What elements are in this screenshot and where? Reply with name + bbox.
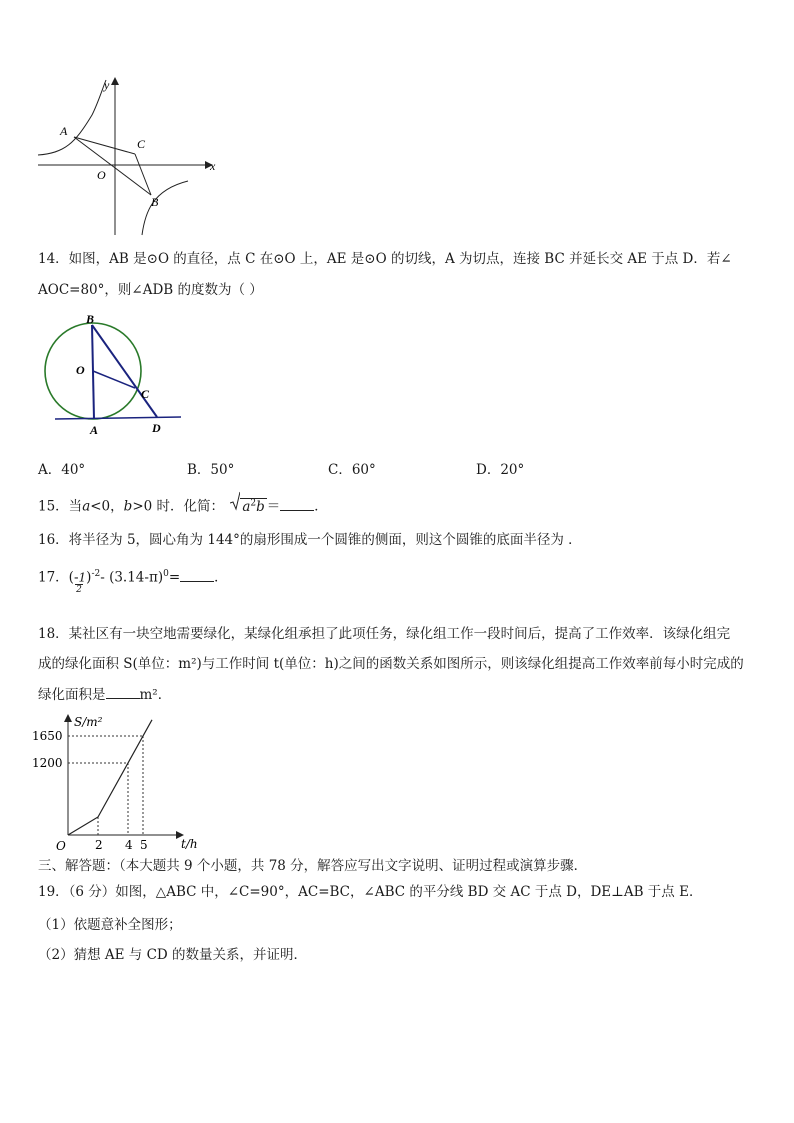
circle-figure [40,308,190,438]
x-tick-label: 5 [140,838,148,852]
q14-line1: 14．如图，AB 是⊙O 的直径，点 C 在⊙O 上，AE 是⊙O 的切线，A 为切点，连接 BC 并延长交 AE 于点 D．若∠ [38,251,732,267]
y-tick-label: 1650 [32,729,63,743]
series-line [68,720,152,835]
label-b: B [86,312,95,326]
line-bd [92,325,157,417]
y-tick-label: 1200 [32,756,63,770]
fraction-denominator: 2 [76,585,82,595]
section3-header: 三、解答题：（本大题共 9 个小题，共 78 分，解答应写出文字说明、证明过程或演算步骤． [38,858,588,874]
q18-line2: 成的绿化面积 S(单位：m²)与工作时间 t(单位：h)之间的函数关系如图所示，则该绿化组提高工作效率前每小时完成的 [38,656,744,672]
area-time-chart [30,710,210,855]
hyperbola-figure [30,75,230,240]
q19-line1: 19．（6 分）如图，△ABC 中，∠C=90°，AC=BC，∠ABC 的平分线 BD 交 AC 于点 D，DE⊥AB 于点 E． [38,884,703,900]
label-a: A [90,423,99,437]
q18-line1: 18．某社区有一块空地需要绿化，某绿化组承担了此项任务，绿化组工作一段时间后，提高了工作效率．该绿化组完 [38,626,731,642]
label-x: x [210,159,216,173]
chart-ylabel: S/m² [74,715,103,729]
line-oc [93,371,135,388]
q17-line: 17．$(-1)^{-2}-$ $(3.14-\pi)^0=$ ． [38,569,228,586]
q19-part2: （2）猜想 AE 与 CD 的数量关系，并证明． [38,947,308,963]
q14-option-c: C．60° [328,462,376,478]
label-o: O [97,168,106,182]
hyperbola-branch-upper [38,80,106,155]
q14-option-d: D．20° [476,462,525,478]
x-tick-label: 4 [125,838,133,852]
label-a: A [60,124,68,138]
label-y: y [104,78,110,92]
q14-option-b: B．50° [187,462,235,478]
fraction-inline: 1 [78,570,87,585]
label-b: B [151,195,159,209]
label-c: C [141,387,150,401]
x-tick-label: 2 [95,838,103,852]
answer-blank [280,510,314,511]
tangent-ae [55,417,181,419]
q19-part1: （1）依题意补全图形； [38,917,182,933]
chart-origin: O [56,839,66,853]
q15-line: 15．当a<0，b>0 时．化简： $a^2b$ ＝ ． [38,494,328,516]
q14-option-a: A．40° [38,462,86,478]
label-o: O [76,363,85,377]
sqrt-expression: $a^2b$ [230,494,266,516]
label-d: D [152,421,161,435]
answer-blank [106,698,140,699]
chart-xlabel: t/h [181,837,198,851]
q16-line: 16．将半径为 5，圆心角为 144°的扇形围成一个圆锥的侧面，则这个圆锥的底面半径为 ． [38,532,582,548]
answer-blank [180,581,214,582]
label-c: C [137,137,146,151]
q18-line3: 绿化面积是 m²． [38,687,172,703]
q14-line2: AOC=80°，则∠ADB 的度数为（ ） [38,282,263,298]
